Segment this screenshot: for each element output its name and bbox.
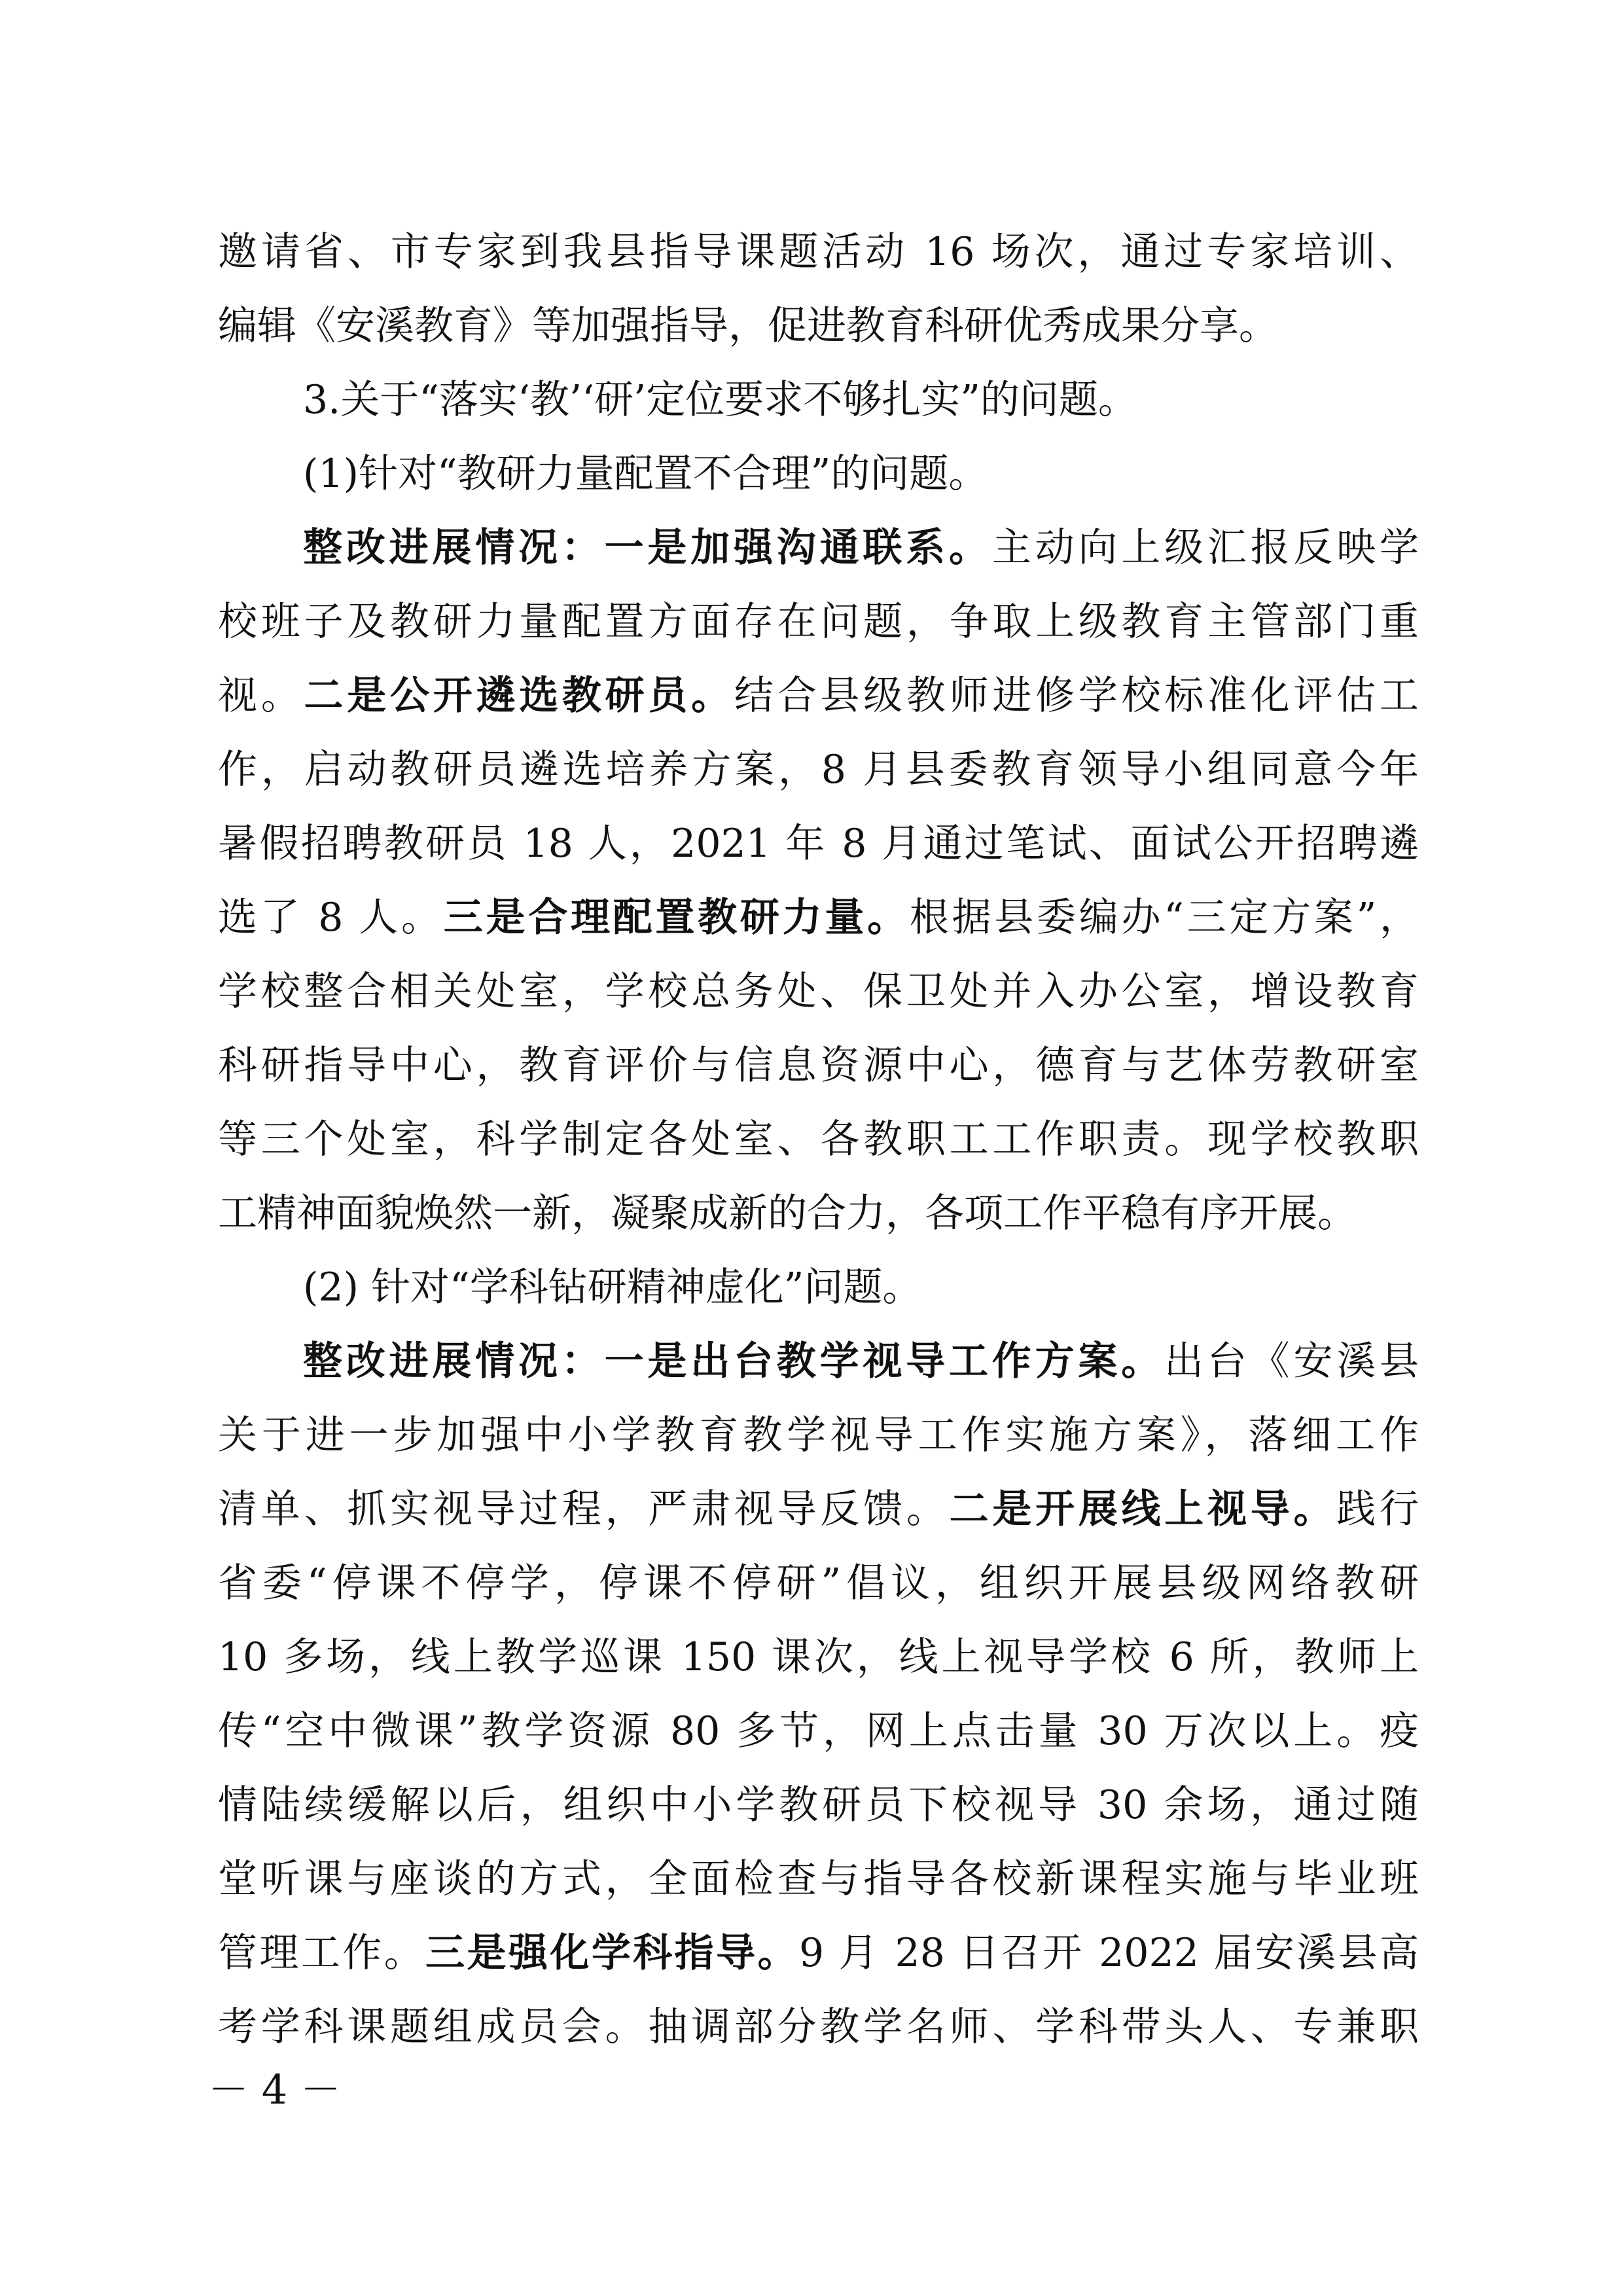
text-segment: 清单、抓实视导过程，严肃视导反馈。 — [218, 1486, 950, 1532]
bold-heading-phrase: 二是开展线上视导。 — [949, 1486, 1337, 1532]
text-line-19 — [218, 1551, 1419, 1616]
text-segment: 9 月 28 日召开 2022 届安溪县高 — [798, 1930, 1419, 1976]
text-line-9 — [218, 811, 1419, 876]
text-segment: 视。 — [218, 673, 304, 719]
text-line-6 — [218, 589, 1419, 655]
text-segment: (1)针对“教研力量配置不合理”的问题。 — [303, 451, 988, 497]
text-segment: 关于进一步加强中小学教育教学视导工作实施方案》，落细工作 — [218, 1412, 1419, 1458]
text-line-16 — [303, 1329, 1419, 1394]
bold-heading-phrase: 三是合理配置教研力量。 — [443, 895, 910, 941]
text-segment: 3.关于“落实‘教’‘研’定位要求不够扎实”的问题。 — [303, 377, 1137, 423]
text-line-1 — [218, 219, 1419, 285]
text-segment: (2) 针对“学科钻研精神虚化”问题。 — [303, 1265, 922, 1310]
text-segment: 结合县级教师进修学校标准化评估工 — [734, 673, 1419, 719]
bold-heading-phrase: 整改进展情况：一是出台教学视导工作方案。 — [303, 1338, 1164, 1384]
text-line-17 — [218, 1403, 1419, 1468]
text-line-10 — [218, 885, 1419, 950]
text-line-2 — [218, 293, 1419, 359]
text-segment: 出台《安溪县 — [1164, 1338, 1419, 1384]
text-segment: 等三个处室，科学制定各处室、各教职工工作职责。现学校教职 — [218, 1117, 1419, 1162]
text-line-15 — [303, 1255, 1419, 1320]
text-segment: 编辑《安溪教育》等加强指导，促进教育科研优秀成果分享。 — [218, 303, 1278, 349]
text-line-5 — [303, 515, 1419, 581]
text-segment: 科研指导中心，教育评价与信息资源中心，德育与艺体劳教研室 — [218, 1043, 1419, 1088]
text-segment: 践行 — [1336, 1486, 1419, 1532]
text-line-4 — [303, 441, 1419, 507]
text-segment: 学校整合相关处室，学校总务处、保卫处并入办公室，增设教育 — [218, 969, 1419, 1014]
text-segment: 管理工作。 — [218, 1930, 426, 1976]
text-segment: 选了 8 人。 — [218, 895, 444, 941]
text-line-24 — [218, 1920, 1419, 1986]
text-segment: 邀请省、市专家到我县指导课题活动 16 场次，通过专家培训、 — [218, 229, 1419, 275]
text-line-8 — [218, 737, 1419, 802]
text-line-3 — [303, 367, 1419, 433]
text-line-7 — [218, 663, 1419, 728]
bold-heading-phrase: 二是公开遴选教研员。 — [304, 673, 734, 719]
text-line-20 — [218, 1624, 1419, 1690]
text-segment: 主动向上级汇报反映学 — [991, 525, 1419, 571]
text-segment: 工精神面貌焕然一新，凝聚成新的合力，各项工作平稳有序开展。 — [218, 1191, 1357, 1236]
text-segment: 考学科课题组成员会。抽调部分教学名师、学科带头人、专兼职 — [218, 2004, 1419, 2050]
text-segment: 情陆续缓解以后，组织中小学教研员下校视导 30 余场，通过随 — [218, 1782, 1419, 1828]
bold-heading-phrase: 三是强化学科指导。 — [425, 1930, 799, 1976]
bold-heading-phrase: 整改进展情况：一是加强沟通联系。 — [303, 525, 992, 571]
text-segment: 省委“停课不停学，停课不停研”倡议，组织开展县级网络教研 — [218, 1560, 1419, 1606]
text-segment: 校班子及教研力量配置方面存在问题，争取上级教育主管部门重 — [218, 599, 1419, 645]
text-line-22 — [218, 1772, 1419, 1838]
page-number: － 4 － — [208, 2066, 341, 2113]
text-segment: 根据县委编办“三定方案”， — [909, 895, 1419, 941]
text-segment: 10 多场，线上教学巡课 150 课次，线上视导学校 6 所，教师上 — [218, 1634, 1419, 1680]
text-segment: 暑假招聘教研员 18 人，2021 年 8 月通过笔试、面试公开招聘遴 — [218, 821, 1419, 867]
text-line-23 — [218, 1846, 1419, 1912]
text-line-25 — [218, 1994, 1419, 2060]
text-segment: 传“空中微课”教学资源 80 多节，网上点击量 30 万次以上。疫 — [218, 1708, 1419, 1754]
text-line-14 — [218, 1181, 1419, 1246]
text-line-18 — [218, 1477, 1419, 1542]
text-line-21 — [218, 1698, 1419, 1764]
text-line-12 — [218, 1033, 1419, 1098]
text-segment: 作，启动教研员遴选培养方案，8 月县委教育领导小组同意今年 — [218, 747, 1419, 793]
text-segment: 堂听课与座谈的方式，全面检查与指导各校新课程实施与毕业班 — [218, 1856, 1419, 1902]
text-line-11 — [218, 959, 1419, 1024]
text-line-13 — [218, 1107, 1419, 1172]
